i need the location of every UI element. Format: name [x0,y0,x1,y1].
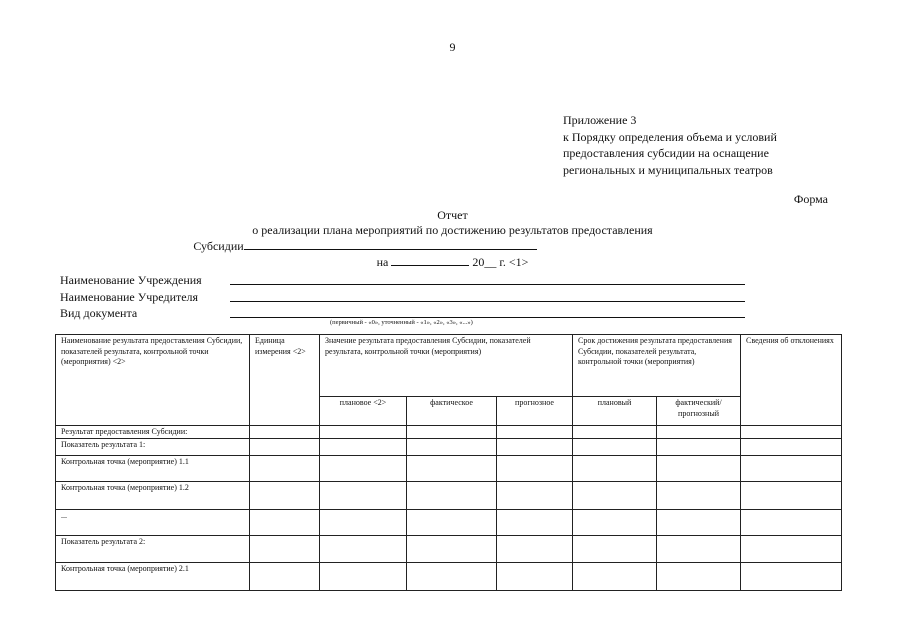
doc-type-label: Вид документа [60,306,138,320]
title-line-2: о реализации плана мероприятий по достижению результатов предоставления [252,223,653,237]
founder-field [60,289,202,306]
table-row [56,510,842,535]
subheader-forecast-value: прогнозное [497,397,573,425]
row-label: Показатель результата 2: [56,535,250,562]
header-name: Наименование результата предоставления Субсидии, показателей результата, контрольной точки (мероприятия) <2> [56,335,250,426]
header-deviation: Сведения об отклонениях [741,335,842,426]
institution-label: Наименование Учреждения [60,273,202,287]
subheader-actual-forecast-deadline: фактический/ прогнозный [657,397,741,425]
table-row [56,535,842,562]
doc-type-blank [230,317,745,318]
header-value: Значение результата предоставления Субсидии, показателей результата, контрольной точки (мероприятия) [320,335,573,397]
title-line-1: Отчет [437,208,468,222]
subsidy-blank [244,238,537,250]
header-fields [60,272,202,322]
founder-blank [230,301,745,302]
table-row [56,482,842,510]
doc-type-field [60,305,202,322]
founder-label: Наименование Учредителя [60,289,199,304]
appendix-line: предоставления субсидии на оснащение [563,146,769,160]
date-prefix: на [376,255,389,269]
title-line-3 [0,238,905,254]
appendix-block [563,112,777,178]
table-row [56,439,842,456]
appendix-line: Приложение 3 [563,113,637,127]
appendix-line: к Порядку определения объема и условий [563,129,777,144]
form-label: Форма [793,192,828,206]
table-row [56,425,842,439]
row-label: Показатель результата 1: [56,439,250,456]
institution-blank [230,284,745,285]
subheader-planned-value: плановое <2> [320,397,407,425]
doc-type-hint: (первичный - «0», уточненный - «1», «2», «3», «...») [330,319,473,326]
row-label: Контрольная точка (мероприятие) 1.1 [56,456,250,482]
header-unit: Единица измерения <2> [250,335,320,426]
table-row [56,456,842,482]
table-row [56,562,842,590]
header-deadline: Срок достижения результата предоставления Субсидии, показателей результата, контрольной точки (мероприятия) [573,335,741,397]
row-label: ... [56,510,250,535]
subheader-actual-value: фактическое [407,397,497,425]
row-label: Контрольная точка (мероприятие) 2.1 [56,562,250,590]
page-number: 9 [449,40,456,54]
subheader-planned-deadline: плановый [573,397,657,425]
row-label: Результат предоставления Субсидии: [56,425,250,439]
report-table [55,334,842,591]
date-year: 20__ г. <1> [472,255,529,269]
appendix-line: региональных и муниципальных театров [563,162,773,177]
row-label: Контрольная точка (мероприятие) 1.2 [56,482,250,510]
subsidy-label: Субсидии [193,239,244,253]
date-blank [391,254,469,266]
institution-field [60,272,202,289]
report-title [0,208,905,270]
title-line-4 [0,254,905,270]
